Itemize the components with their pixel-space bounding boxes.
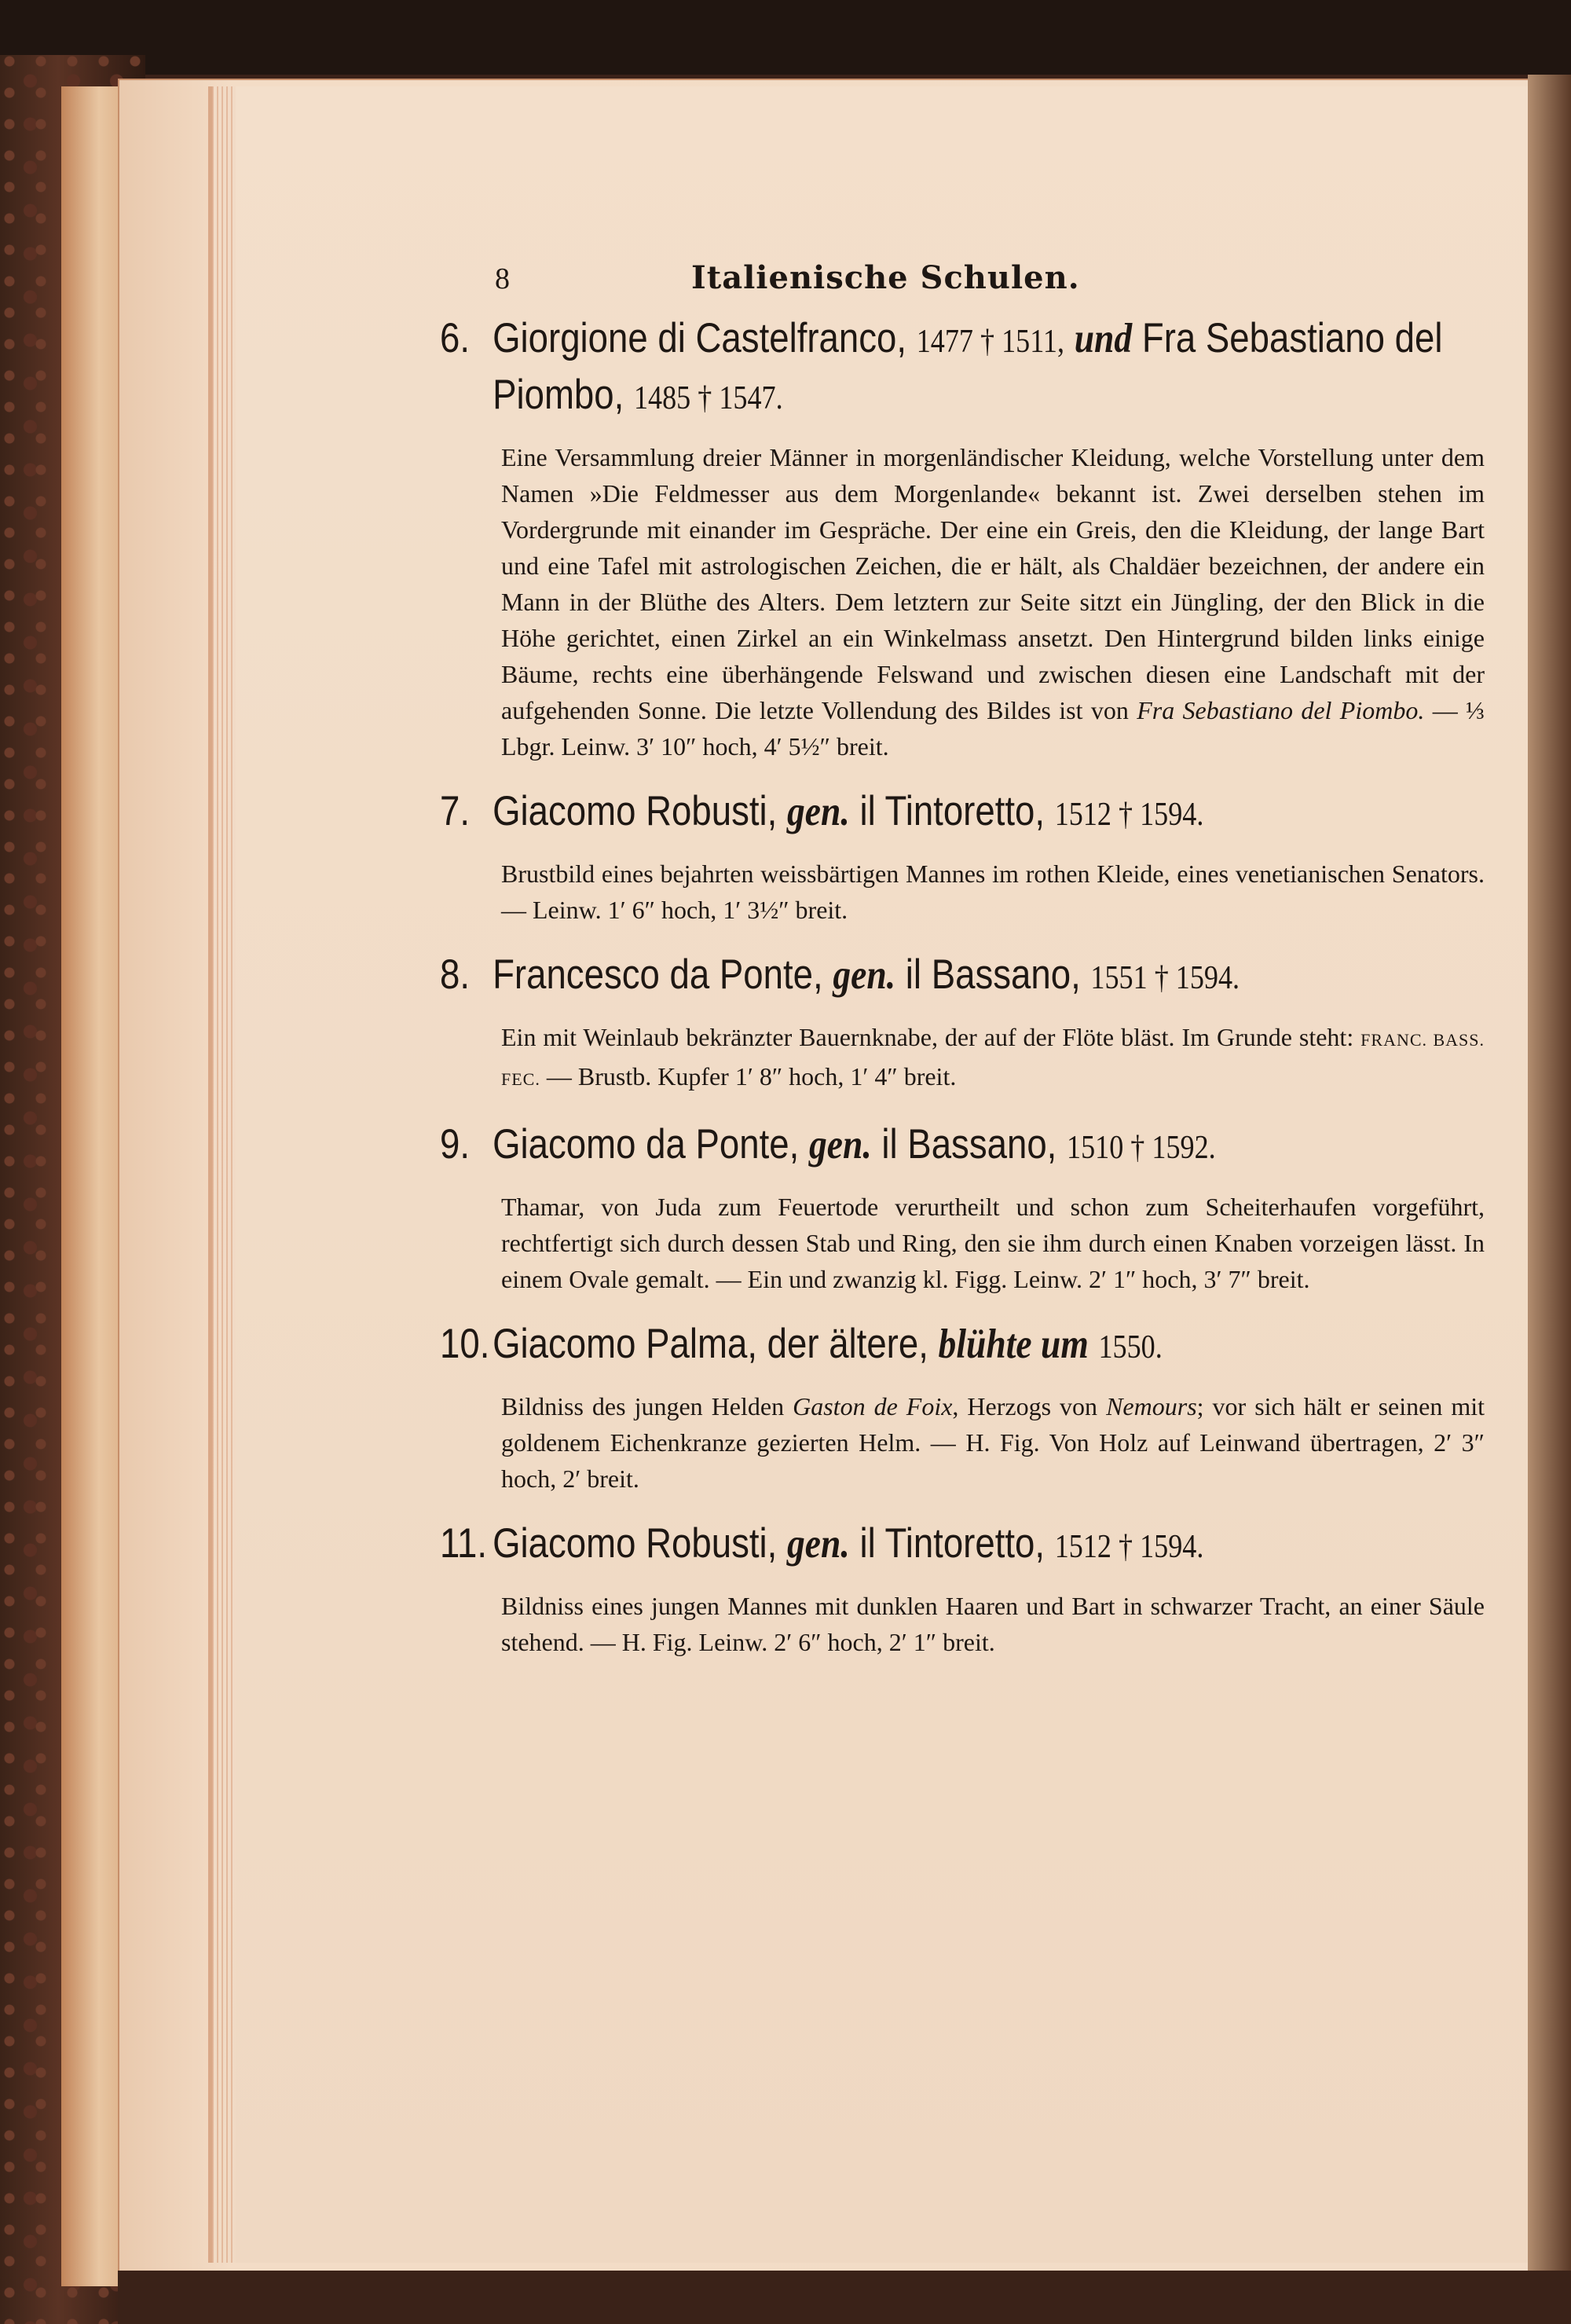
description-italic: Fra Sebastiano del Piombo. <box>1137 696 1425 724</box>
artist-name: Francesco da Ponte, <box>493 951 823 998</box>
flourished-phrase: blühte um <box>938 1321 1089 1367</box>
second-artist-dates: 1485 † 1547. <box>633 380 783 416</box>
entry-number: 6. <box>440 315 471 361</box>
entry-number: 10. <box>440 1321 490 1367</box>
description-text: ; vor sich hält er seinen mit goldenem Eichenkranze gezierten Helm. — H. Fig. Von Holz auf Leinwand übertragen, 2′ 3″ hoch, 2′ breit. <box>501 1392 1485 1493</box>
description-text: Bildniss des jungen Helden <box>501 1392 785 1420</box>
gen-abbreviation: gen. <box>808 1122 872 1167</box>
catalog-entry-10 <box>440 1318 1485 1497</box>
catalog-entry-8 <box>440 948 1485 1098</box>
sitter-title: Nemours <box>1106 1392 1197 1420</box>
gen-abbreviation: gen. <box>787 789 850 834</box>
entry-number: 7. <box>440 788 471 834</box>
bottom-page-edge <box>118 2271 1571 2324</box>
catalog-entry-7 <box>440 785 1485 928</box>
catalog-entry-11 <box>440 1517 1485 1660</box>
artist-dates: 1477 † 1511, <box>916 324 1065 360</box>
gen-abbreviation: gen. <box>787 1521 850 1567</box>
artist-dates: 1512 † 1594. <box>1054 1529 1204 1565</box>
entry-number: 8. <box>440 951 471 998</box>
description-text: Eine Versammlung dreier Männer in morgenländischer Kleidung, welche Vorstellung unter dem Namen »Die Feldmesser aus dem Morgenlande« bekannt ist. Zwei derselben stehen im Vordergrunde mit einander im Gespräche. Der eine ein Greis, den die Kleidung, der lange Bart und eine Tafel mit astrologischen Zeichen, die er hält, als Chaldäer bezeichnen, der andere ein Mann in der Blüthe des Alters. Dem letztern zur Seite sitzt ein Jüngling, der den Blick in die Höhe gerichtet, einen Zirkel an ein Winkelmass ansetzt. Den Hintergrund bilden links einige Bäume, rechts eine überhängende Felswand und zwischen diesen eine Landschaft mit der aufgehenden Sonne. Die letzte Vollendung des Bildes ist von <box>501 443 1485 724</box>
second-artist-name: Fra Sebastiano del Piombo, <box>493 315 1443 418</box>
artist-dates: 1550. <box>1098 1329 1163 1365</box>
artist-name: Giacomo Robusti, <box>493 1520 778 1567</box>
page-gutter <box>212 86 236 2263</box>
gen-abbreviation: gen. <box>833 952 896 998</box>
artist-alias: il Bassano, <box>905 951 1081 998</box>
entry-heading <box>440 1118 1537 1175</box>
artist-alias: il Tintoretto, <box>859 788 1046 834</box>
running-head-title: Italienische Schulen. <box>691 259 1080 296</box>
entry-number: 11. <box>440 1520 487 1567</box>
description-text: Ein mit Weinlaub bekränzter Bauernknabe, der auf der Flöte bläst. Im Grunde steht: <box>501 1023 1354 1051</box>
entry-description: Brustbild eines bejahrten weissbärtigen Mannes im rothen Kleide, eines venetianischen Senators. — Leinw. 1′ 6″ hoch, 1′ 3½″ breit. <box>501 860 1485 924</box>
artist-name: Giorgione di Castelfranco, <box>493 315 907 361</box>
entry-description <box>501 1019 1485 1098</box>
page-content <box>440 259 1485 1681</box>
entry-description <box>501 1388 1485 1497</box>
description-text: , Herzogs von <box>952 1392 1098 1420</box>
running-head <box>495 259 1485 296</box>
artist-name: Giacomo Palma, der ältere, <box>493 1321 928 1367</box>
artist-alias: il Tintoretto, <box>859 1520 1046 1567</box>
artist-name: Giacomo da Ponte, <box>493 1121 800 1167</box>
entry-heading <box>440 948 1537 1005</box>
signature-inscription: FRANC. BASS. FEC. <box>501 1030 1485 1089</box>
entry-heading <box>440 1517 1537 1574</box>
connector-word: und <box>1074 316 1133 361</box>
background-top <box>0 0 1571 75</box>
artist-name: Giacomo Robusti, <box>493 788 778 834</box>
description-measurements: — ⅓ Lbgr. Leinw. 3′ 10″ hoch, 4′ 5½″ breit. <box>501 696 1485 761</box>
artist-dates: 1512 † 1594. <box>1054 797 1204 833</box>
catalog-entry-6 <box>440 312 1485 764</box>
artist-dates: 1510 † 1592. <box>1067 1130 1216 1166</box>
entry-number: 9. <box>440 1121 471 1167</box>
entry-heading <box>440 312 1537 425</box>
catalog-entry-9 <box>440 1118 1485 1297</box>
artist-alias: il Bassano, <box>881 1121 1057 1167</box>
artist-dates: 1551 † 1594. <box>1090 960 1240 996</box>
description-measurements: — Brustb. Kupfer 1′ 8″ hoch, 1′ 4″ breit. <box>546 1062 957 1091</box>
entry-description: Bildniss eines jungen Mannes mit dunklen Haaren und Bart in schwarzer Tracht, an einer Säule stehend. — H. Fig. Leinw. 2′ 6″ hoch, 2′ 1″ breit. <box>501 1592 1485 1656</box>
page-number: 8 <box>495 262 510 295</box>
entry-heading <box>440 1318 1537 1374</box>
entry-heading <box>440 785 1537 841</box>
entry-description: Thamar, von Juda zum Feuertode verurtheilt und schon zum Scheiterhaufen vorgeführt, rechtfertigt sich durch dessen Stab und Ring, den sie ihm durch einen Knaben vorzeigen lässt. In einem Ovale gemalt. — Ein und zwanzig kl. Figg. Leinw. 2′ 1″ hoch, 3′ 7″ breit. <box>501 1193 1485 1293</box>
sitter-name: Gaston de Foix <box>793 1392 953 1420</box>
entry-description <box>501 439 1485 764</box>
